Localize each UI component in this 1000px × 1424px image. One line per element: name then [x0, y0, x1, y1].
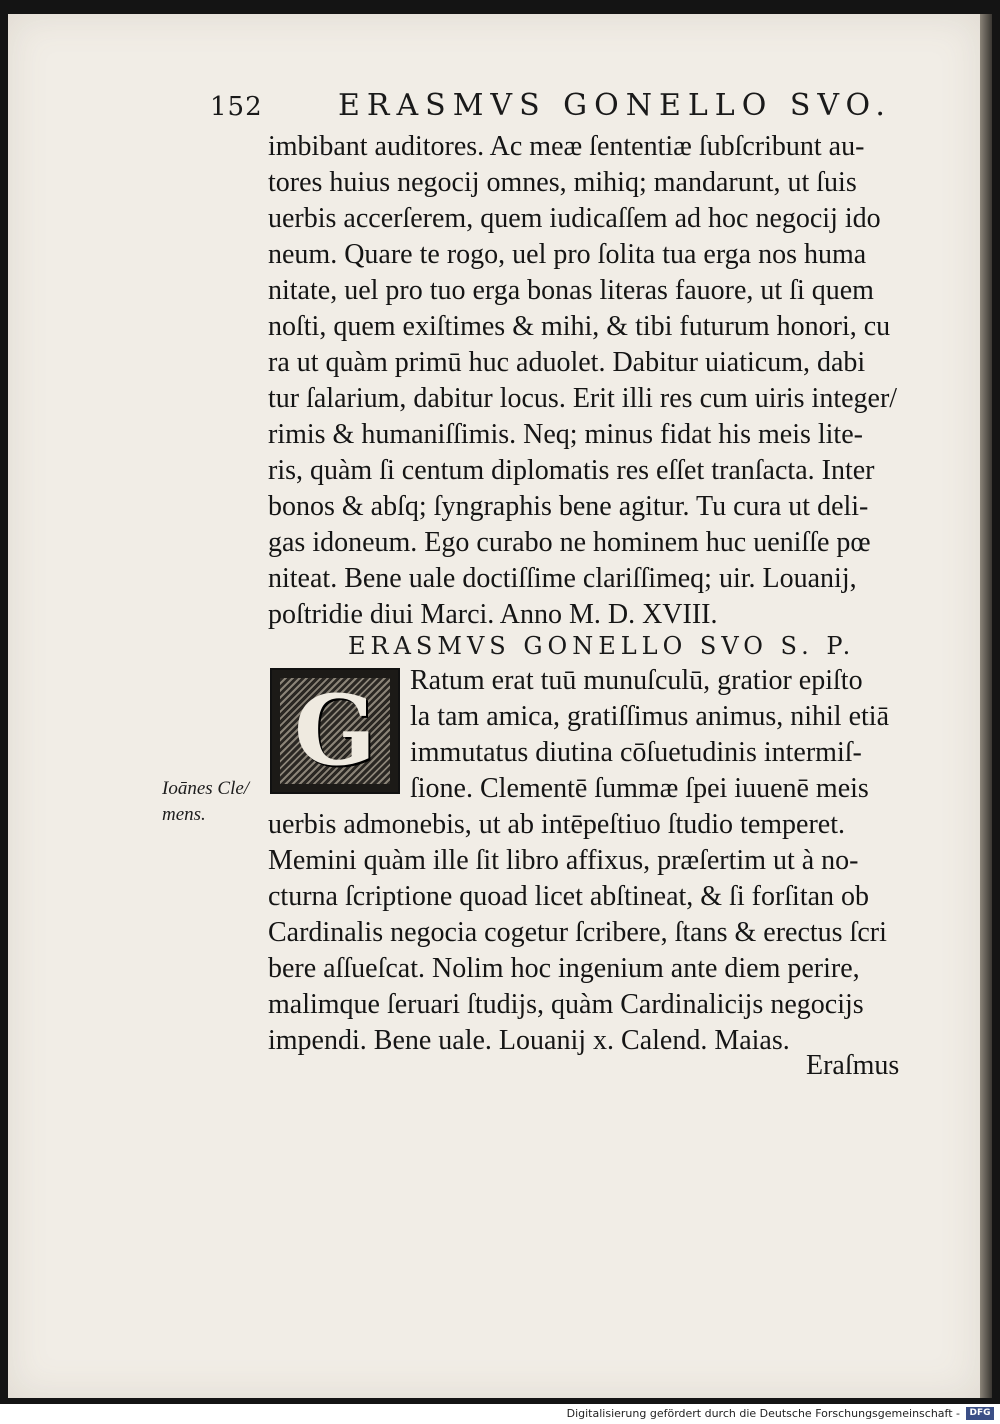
text-line: impendi. Bene uale. Louanij x. Calend. Maias.	[268, 1025, 790, 1056]
text-line: imbibant auditores. Ac meæ ſententiæ ſubſcribunt au-	[268, 131, 865, 162]
page-number: 152	[210, 92, 263, 122]
text-line: immutatus diutina cōſuetudinis intermiſ-	[410, 737, 862, 768]
text-line: poſtridie diui Marci. Anno M. D. XVIII.	[268, 599, 718, 630]
text-line: niteat. Bene uale doctiſſime clariſſimeq; uir. Louanij,	[268, 563, 857, 594]
text-line: tur ſalarium, dabitur locus. Erit illi res cum uiris integer/	[268, 383, 898, 414]
running-head: ERASMVS GONELLO SVO.	[338, 88, 892, 123]
text-line: Memini quàm ille ſit libro affixus, præſertim ut à no-	[268, 845, 859, 876]
text-line: rimis & humaniſſimis. Neq; minus fidat his meis lite-	[268, 419, 863, 450]
text-line: cturna ſcriptione quoad licet abſtineat, & ſi forſitan ob	[268, 881, 870, 912]
marginal-note-line1: Ioānes Cle/	[162, 778, 250, 799]
decorated-initial	[270, 668, 400, 794]
text-line: uerbis admonebis, ut ab intēpeſtiuo ſtudio temperet.	[268, 809, 845, 840]
letter-heading: ERASMVS GONELLO SVO S. P.	[348, 632, 856, 660]
text-line: bonos & abſq; ſyngraphis bene agitur. Tu cura ut deli-	[268, 491, 869, 522]
text-line: la tam amica, gratiſſimus animus, nihil etiā	[410, 701, 889, 732]
text-line: noſti, quem exiſtimes & mihi, & tibi futurum honori, cu	[268, 311, 891, 342]
text-line: tores huius negocij omnes, mihiq; mandarunt, ut ſuis	[268, 167, 857, 198]
text-line: gas idoneum. Ego curabo ne hominem huc ueniſſe pœ	[268, 527, 871, 558]
dfg-logo: DFG	[966, 1407, 994, 1420]
text-line: bere aſſueſcat. Nolim hoc ingenium ante diem perire,	[268, 953, 860, 984]
initial-letter: G	[294, 674, 376, 787]
marginal-note-line2: mens.	[162, 804, 206, 825]
initial-ornament	[280, 674, 390, 787]
text-line: nitate, uel pro tuo erga bonas literas fauore, ut ſi quem	[268, 275, 874, 306]
page-edge	[980, 14, 992, 1398]
text-line: uerbis accerſerem, quem iudicaſſem ad hoc negocij ido	[268, 203, 881, 234]
text-line: ra ut quàm primū huc aduolet. Dabitur uiaticum, dabi	[268, 347, 866, 378]
text-line: ris, quàm ſi centum diplomatis res eſſet tranſacta. Inter	[268, 455, 875, 486]
footer	[0, 1404, 1000, 1424]
text-line: malimque ſeruari ſtudijs, quàm Cardinalicijs negocijs	[268, 989, 864, 1020]
text-line: Cardinalis negocia cogetur ſcribere, ſtans & erectus ſcri	[268, 917, 887, 948]
text-line: Ratum erat tuū munuſculū, gratior epiſto	[410, 665, 863, 696]
text-line: neum. Quare te rogo, uel pro ſolita tua erga nos huma	[268, 239, 867, 270]
funding-notice: Digitalisierung gefördert durch die Deutsche Forschungsgemeinschaft -	[566, 1407, 960, 1420]
signature: Eraſmus	[806, 1050, 900, 1081]
text-line: ſione. Clementē ſummæ ſpei iuuenē meis	[410, 773, 869, 804]
